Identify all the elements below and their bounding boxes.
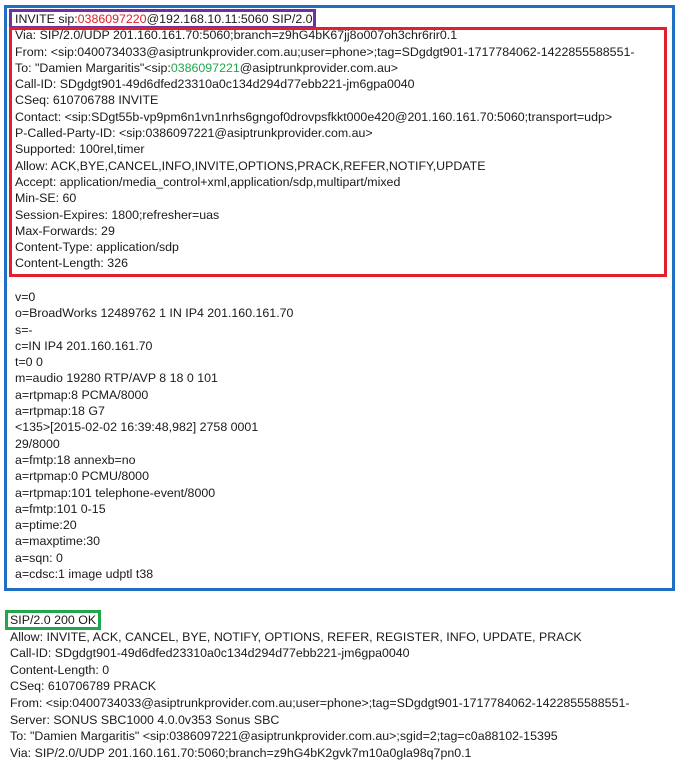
sdp-line: t=0 0 bbox=[15, 355, 43, 370]
sdp-line: a=rtpmap:101 telephone-event/8000 bbox=[15, 485, 216, 500]
to-number: 0386097221 bbox=[170, 60, 240, 75]
header-line: Content-Length: 326 bbox=[15, 256, 128, 271]
response-header-line: Call-ID: SDgdgt901-49d6dfed23310a0c134d294d77ebb221-jm6gpa0040 bbox=[10, 646, 410, 661]
sdp-line: a=maxptime:30 bbox=[15, 534, 101, 549]
header-line: From: <sip:0400734033@asiptrunkprovider.com.au;user=phone>;tag=SDgdgt901-1717784062-1422855588551- bbox=[15, 44, 635, 59]
header-line: Accept: application/media_control+xml,application/sdp,multipart/mixed bbox=[15, 174, 401, 189]
header-line: Min-SE: 60 bbox=[15, 191, 77, 206]
sdp-line: a=cdsc:1 image udptl t38 bbox=[15, 567, 154, 582]
header-line: Session-Expires: 1800;refresher=uas bbox=[15, 207, 220, 222]
header-line: Via: SIP/2.0/UDP 201.160.161.70:5060;branch=z9hG4bK67jj8o007oh3chr6rir0.1 bbox=[15, 28, 458, 43]
sdp-line: 29/8000 bbox=[15, 436, 60, 451]
to-header-line: To: "Damien Margaritis"<sip:0386097221@asiptrunkprovider.com.au> bbox=[15, 60, 398, 75]
response-header-line: CSeq: 610706789 PRACK bbox=[10, 679, 157, 694]
response-header-line: Content-Length: 0 bbox=[10, 662, 110, 677]
response-lines bbox=[10, 612, 629, 761]
sdp-line: a=rtpmap:8 PCMA/8000 bbox=[15, 387, 149, 402]
header-line: CSeq: 610706788 INVITE bbox=[15, 93, 159, 108]
sdp-line: a=rtpmap:0 PCMU/8000 bbox=[15, 469, 149, 484]
sdp-line: a=fmtp:101 0-15 bbox=[15, 501, 106, 516]
request-line: INVITE sip:0386097220@192.168.10.11:5060 SIP/2.0 bbox=[15, 12, 313, 26]
sdp-line: s=- bbox=[15, 322, 33, 337]
sdp-line: c=IN IP4 201.160.161.70 bbox=[15, 338, 153, 353]
response-header-line: To: "Damien Margaritis" <sip:0386097221@asiptrunkprovider.com.au>;sgid=2;tag=c0a88102-15395 bbox=[10, 729, 558, 744]
response-status-line: SIP/2.0 200 OK bbox=[10, 613, 97, 627]
sdp-line: a=sqn: 0 bbox=[15, 550, 63, 565]
sdp-line: a=rtpmap:18 G7 bbox=[15, 404, 105, 419]
response-header-line: Allow: INVITE, ACK, CANCEL, BYE, NOTIFY, OPTIONS, REFER, REGISTER, INFO, UPDATE, PRACK bbox=[10, 629, 582, 644]
header-line: Call-ID: SDgdgt901-49d6dfed23310a0c134d294d77ebb221-jm6gpa0040 bbox=[15, 77, 415, 92]
sdp-line: v=0 bbox=[15, 290, 36, 304]
sdp-body-lines bbox=[15, 289, 293, 582]
invite-header-lines bbox=[15, 11, 634, 272]
sdp-line: m=audio 19280 RTP/AVP 8 18 0 101 bbox=[15, 371, 218, 386]
sdp-line: <135>[2015-02-02 16:39:48,982] 2758 0001 bbox=[15, 420, 259, 435]
request-number: 0386097220 bbox=[77, 12, 147, 26]
sdp-line: o=BroadWorks 12489762 1 IN IP4 201.160.161.70 bbox=[15, 306, 294, 321]
response-header-line: From: <sip:0400734033@asiptrunkprovider.com.au;user=phone>;tag=SDgdgt901-1717784062-1422855588551- bbox=[10, 695, 630, 710]
header-line: Contact: <sip:SDgt55b-vp9pm6n1vn1nrhs6gngof0drovpsfkkt000e420@201.160.161.70:5060;transport=udp> bbox=[15, 109, 613, 124]
header-line: P-Called-Party-ID: <sip:0386097221@asiptrunkprovider.com.au> bbox=[15, 126, 373, 141]
sdp-line: a=fmtp:18 annexb=no bbox=[15, 452, 136, 467]
header-line: Content-Type: application/sdp bbox=[15, 240, 179, 255]
response-header-line: Via: SIP/2.0/UDP 201.160.161.70:5060;branch=z9hG4bK2gvk7m10a0gla98q7pn0.1 bbox=[10, 745, 472, 760]
sdp-line: a=ptime:20 bbox=[15, 518, 77, 533]
header-line: Supported: 100rel,timer bbox=[15, 142, 145, 157]
header-line: Max-Forwards: 29 bbox=[15, 223, 115, 238]
response-header-line: Server: SONUS SBC1000 4.0.0v353 Sonus SBC bbox=[10, 712, 280, 727]
header-line: Allow: ACK,BYE,CANCEL,INFO,INVITE,OPTIONS,PRACK,REFER,NOTIFY,UPDATE bbox=[15, 158, 486, 173]
